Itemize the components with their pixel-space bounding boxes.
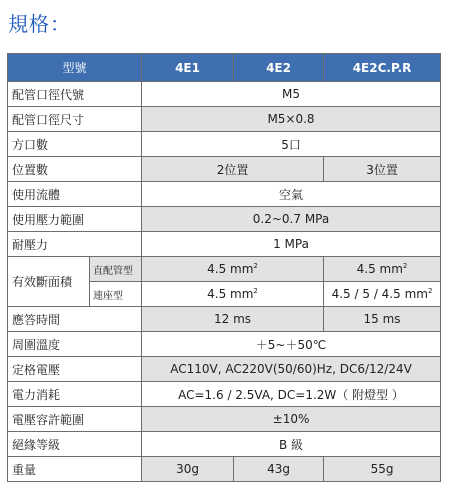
row-label: 周圍溫度 — [8, 332, 142, 357]
row-sublabel: 連座型 — [90, 282, 142, 307]
row-value: AC=1.6 / 2.5VA, DC=1.2W（ 附燈型 ） — [142, 382, 441, 407]
table-row — [8, 432, 441, 457]
row-value: 4.5 $mm^2$ — [142, 282, 324, 307]
table-row — [8, 82, 441, 107]
header-model: 型號 — [8, 54, 142, 82]
row-value: 43g — [234, 457, 324, 482]
header-4e2cpr: 4E2C.P.R — [324, 54, 441, 82]
row-value: 3位置 — [324, 157, 441, 182]
row-value: M5 — [142, 82, 441, 107]
table-row — [8, 182, 441, 207]
table-row — [8, 382, 441, 407]
row-value: AC110V, AC220V(50/60)Hz, DC6/12/24V — [142, 357, 441, 382]
table-row — [8, 357, 441, 382]
row-value: ±10% — [142, 407, 441, 432]
row-label: 配管口徑代號 — [8, 82, 142, 107]
row-label: 電力消耗 — [8, 382, 142, 407]
row-value: 4.5 / 5 / 4.5 $mm^2$ — [324, 282, 441, 307]
table-row — [8, 332, 441, 357]
table-row — [8, 407, 441, 432]
header-4e2: 4E2 — [234, 54, 324, 82]
row-value: 55g — [324, 457, 441, 482]
row-label: 重量 — [8, 457, 142, 482]
row-value: B 級 — [142, 432, 441, 457]
row-value: 0.2~0.7 MPa — [142, 207, 441, 232]
row-label: 有效斷面積 — [8, 257, 90, 307]
row-value: 4.5 $mm^2$ — [142, 257, 324, 282]
row-label: 電壓容許範圍 — [8, 407, 142, 432]
table-row — [8, 132, 441, 157]
row-label: 位置數 — [8, 157, 142, 182]
row-label: 耐壓力 — [8, 232, 142, 257]
row-value: 5口 — [142, 132, 441, 157]
row-value: 4.5 $mm^2$ — [324, 257, 441, 282]
spec-table — [7, 53, 441, 482]
row-value: 30g — [142, 457, 234, 482]
row-label: 應答時間 — [8, 307, 142, 332]
table-row — [8, 257, 441, 282]
row-label: 方口數 — [8, 132, 142, 157]
table-row — [8, 232, 441, 257]
row-value: 2位置 — [142, 157, 324, 182]
page-title: 規格： — [8, 12, 71, 36]
table-row — [8, 157, 441, 182]
row-value: 空氣 — [142, 182, 441, 207]
table-row — [8, 307, 441, 332]
row-sublabel: 直配管型 — [90, 257, 142, 282]
row-label: 絕緣等級 — [8, 432, 142, 457]
row-value: M5×0.8 — [142, 107, 441, 132]
row-value: 1 MPa — [142, 232, 441, 257]
table-row — [8, 207, 441, 232]
row-value: 15 ms — [324, 307, 441, 332]
row-label: 使用壓力範圍 — [8, 207, 142, 232]
row-value: 12 ms — [142, 307, 324, 332]
table-header-row — [8, 54, 441, 82]
row-label: 使用流體 — [8, 182, 142, 207]
header-4e1: 4E1 — [142, 54, 234, 82]
row-value: ＋5~＋50℃ — [142, 332, 441, 357]
row-label: 定格電壓 — [8, 357, 142, 382]
table-row — [8, 457, 441, 482]
table-row — [8, 107, 441, 132]
row-label: 配管口徑尺寸 — [8, 107, 142, 132]
